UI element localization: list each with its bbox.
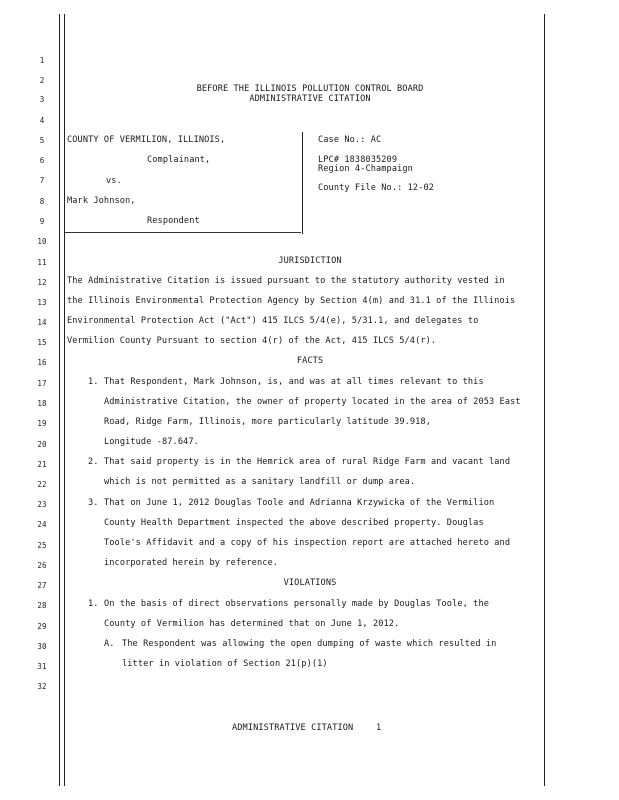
line-number: 29: [37, 622, 47, 631]
violation-sub-letter: A.: [104, 639, 115, 649]
fact-line: which is not permitted as a sanitary landfill or dump area.: [104, 477, 416, 487]
line-number: 5: [39, 136, 45, 145]
footer-label: ADMINISTRATIVE CITATION: [232, 723, 354, 733]
fact-number: 1.: [88, 377, 99, 387]
violations-heading: VIOLATIONS: [283, 578, 337, 588]
fact-line: Road, Ridge Farm, Illinois, more particularly latitude 39.918,: [104, 417, 431, 427]
line-number: 27: [37, 581, 47, 590]
line-number: 21: [37, 460, 47, 469]
lpc-number: LPC# 1838035209: [318, 155, 398, 165]
versus-label: vs.: [106, 176, 122, 186]
line-number: 4: [39, 116, 45, 125]
jurisdiction-heading: JURISDICTION: [278, 256, 342, 266]
fact-line: Toole's Affidavit and a copy of his inspection report are attached hereto and: [104, 538, 511, 548]
board-heading: BEFORE THE ILLINOIS POLLUTION CONTROL BOARD: [196, 84, 424, 94]
line-number: 12: [37, 278, 47, 287]
left-margin-rule-outer: [59, 14, 60, 786]
line-number: 1: [39, 56, 45, 65]
line-number: 18: [37, 399, 47, 408]
fact-number: 3.: [88, 498, 99, 508]
line-number: 14: [37, 318, 47, 327]
fact-line: That Respondent, Mark Johnson, is, and was at all times relevant to this: [104, 377, 484, 387]
jurisdiction-line: The Administrative Citation is issued pursuant to the statutory authority vested in: [67, 276, 505, 286]
line-number: 26: [37, 561, 47, 570]
case-number: Case No.: AC: [318, 135, 382, 145]
line-number: 2: [39, 76, 45, 85]
line-number: 31: [37, 662, 47, 671]
jurisdiction-line: the Illinois Environmental Protection Agency by Section 4(m) and 31.1 of the Illinois: [67, 296, 516, 306]
line-number: 9: [39, 217, 45, 226]
violation-number: 1.: [88, 599, 99, 609]
county-file-number: County File No.: 12-02: [318, 183, 435, 193]
violation-line: On the basis of direct observations personally made by Douglas Toole, the: [104, 599, 489, 609]
left-margin-rule-inner: [64, 14, 65, 786]
line-number: 15: [37, 338, 47, 347]
line-number: 13: [37, 298, 47, 307]
jurisdiction-line: Environmental Protection Act ("Act") 415 ILCS 5/4(e), 5/31.1, and delegates to: [67, 316, 479, 326]
fact-line: Longitude -87.647.: [104, 437, 199, 447]
right-margin-rule: [544, 14, 545, 786]
violation-line: County of Vermilion has determined that on June 1, 2012.: [104, 619, 400, 629]
line-number: 6: [39, 156, 45, 165]
defendant-name: Mark Johnson,: [67, 196, 136, 206]
fact-number: 2.: [88, 457, 99, 467]
plaintiff-role: Complainant,: [147, 155, 211, 165]
fact-line: That on June 1, 2012 Douglas Toole and Adrianna Krzywicka of the Vermilion: [104, 498, 495, 508]
line-number: 19: [37, 419, 47, 428]
plaintiff-name: COUNTY OF VERMILION, ILLINOIS,: [67, 135, 226, 145]
line-number: 25: [37, 541, 47, 550]
document-type-heading: ADMINISTRATIVE CITATION: [249, 94, 371, 104]
violation-sub-line: The Respondent was allowing the open dumping of waste which resulted in: [122, 639, 497, 649]
line-number: 23: [37, 500, 47, 509]
line-number: 10: [37, 237, 47, 246]
fact-line: incorporated herein by reference.: [104, 558, 279, 568]
line-number: 20: [37, 440, 47, 449]
jurisdiction-line: Vermilion County Pursuant to section 4(r) of the Act, 415 ILCS 5/4(r).: [67, 336, 437, 346]
line-number: 24: [37, 520, 47, 529]
line-number: 11: [37, 258, 47, 267]
line-number: 32: [37, 682, 47, 691]
line-number: 3: [39, 95, 45, 104]
fact-line: County Health Department inspected the above described property. Douglas: [104, 518, 484, 528]
line-number: 7: [39, 176, 45, 185]
line-number: 17: [37, 379, 47, 388]
caption-bottom-rule: [65, 232, 301, 233]
page-number: 1: [376, 723, 382, 733]
violation-sub-line: litter in violation of Section 21(p)(1): [122, 659, 328, 669]
facts-heading: FACTS: [296, 356, 324, 366]
line-number: 8: [39, 197, 45, 206]
caption-divider: [302, 132, 303, 234]
region-label: Region 4-Champaign: [318, 164, 413, 174]
line-number: 22: [37, 480, 47, 489]
line-number: 28: [37, 601, 47, 610]
fact-line: That said property is in the Hemrick area of rural Ridge Farm and vacant land: [104, 457, 511, 467]
line-number: 30: [37, 642, 47, 651]
fact-line: Administrative Citation, the owner of property located in the area of 2053 East: [104, 397, 521, 407]
line-number: 16: [37, 358, 47, 367]
defendant-role: Respondent: [147, 216, 200, 226]
